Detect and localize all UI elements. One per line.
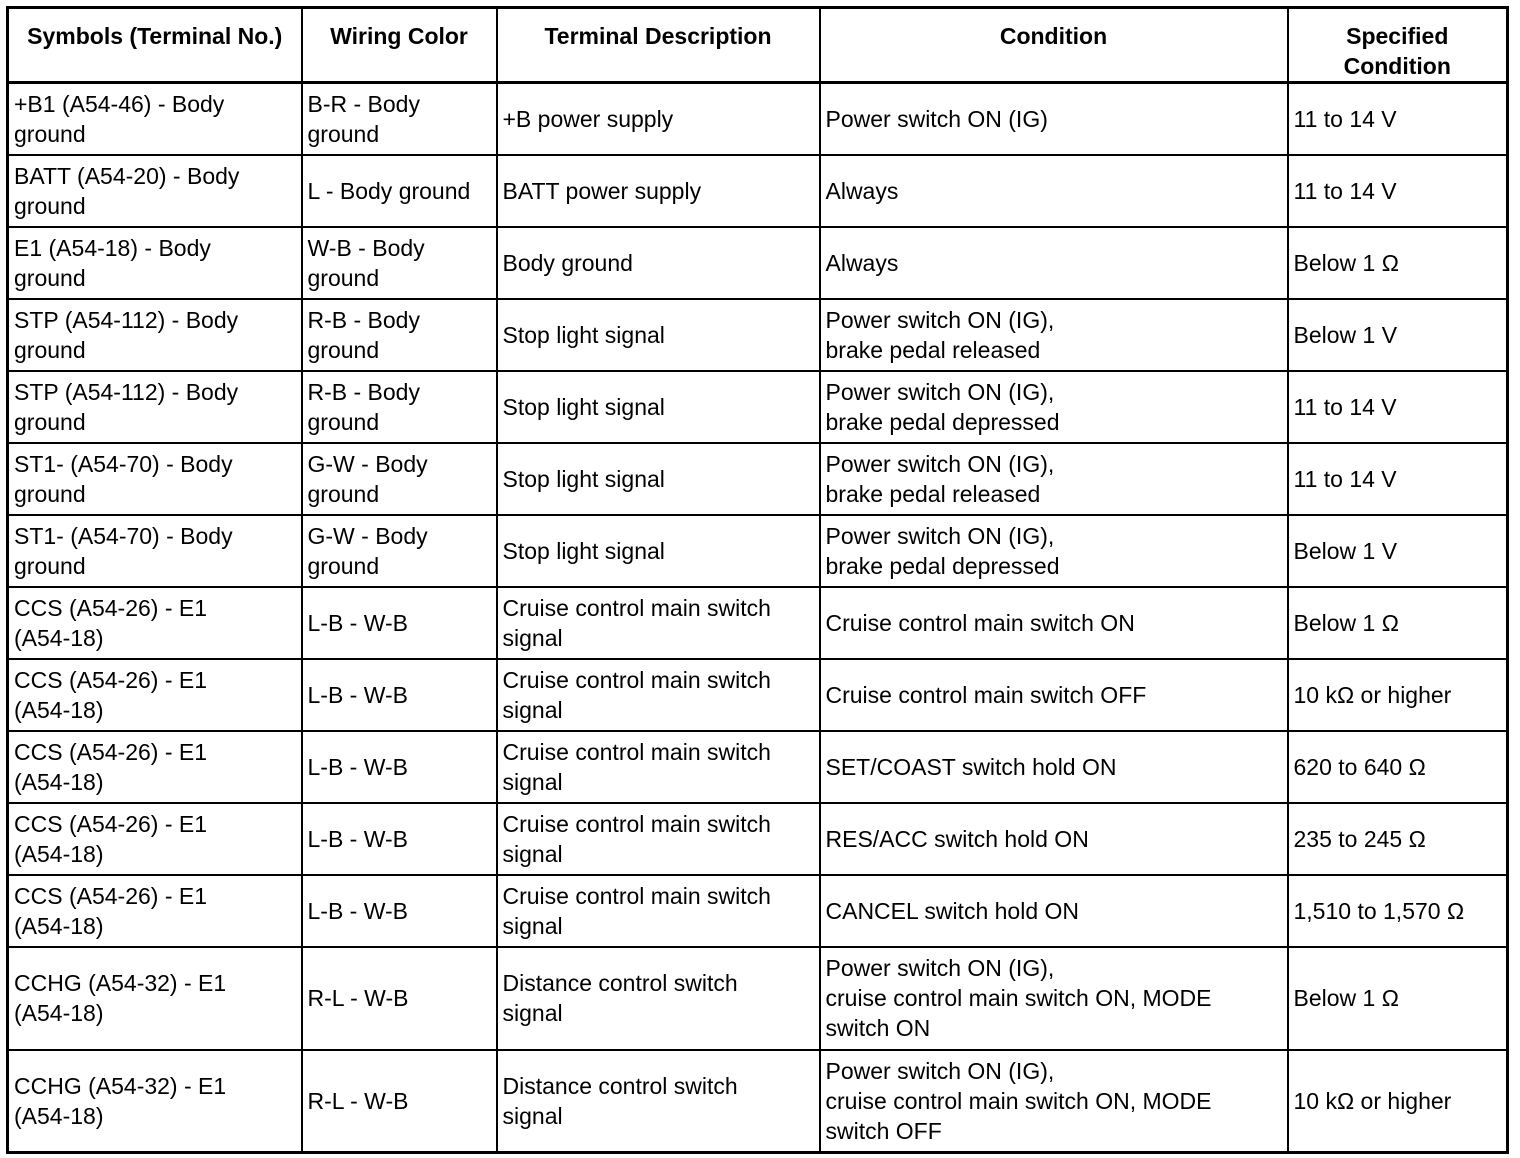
specified-condition-cell: 10 kΩ or higher <box>1288 1050 1508 1153</box>
terminal-description-cell: Distance control switch signal <box>497 947 820 1050</box>
wiring-color-cell: B-R - Body ground <box>302 83 497 155</box>
specified-condition-cell: Below 1 Ω <box>1288 947 1508 1050</box>
table-row <box>8 731 1508 803</box>
specified-condition-cell: 620 to 640 Ω <box>1288 731 1508 803</box>
condition-cell: Cruise control main switch ON <box>820 587 1288 659</box>
condition-cell: CANCEL switch hold ON <box>820 875 1288 947</box>
table-row <box>8 1050 1508 1153</box>
specified-condition-cell: Below 1 Ω <box>1288 587 1508 659</box>
table-header <box>8 8 1508 83</box>
wiring-color-cell: L-B - W-B <box>302 659 497 731</box>
symbol-cell: BATT (A54-20) - Body ground <box>8 155 302 227</box>
terminal-description-cell: Cruise control main switch signal <box>497 587 820 659</box>
wiring-color-cell: L-B - W-B <box>302 587 497 659</box>
specified-condition-cell: 11 to 14 V <box>1288 443 1508 515</box>
condition-cell: RES/ACC switch hold ON <box>820 803 1288 875</box>
header-condition: Condition <box>820 8 1288 83</box>
condition-cell: Power switch ON (IG), cruise control main switch ON, MODE switch OFF <box>820 1050 1288 1153</box>
table-row <box>8 875 1508 947</box>
terminal-description-cell: Cruise control main switch signal <box>497 659 820 731</box>
wiring-color-cell: L-B - W-B <box>302 731 497 803</box>
wiring-color-cell: G-W - Body ground <box>302 443 497 515</box>
symbol-cell: CCS (A54-26) - E1 (A54-18) <box>8 659 302 731</box>
header-terminal-description: Terminal Description <box>497 8 820 83</box>
specified-condition-cell: 11 to 14 V <box>1288 83 1508 155</box>
symbol-cell: CCS (A54-26) - E1 (A54-18) <box>8 803 302 875</box>
terminal-specification-table <box>6 6 1509 1154</box>
terminal-description-cell: Distance control switch signal <box>497 1050 820 1153</box>
terminal-description-cell: Stop light signal <box>497 299 820 371</box>
specified-condition-cell: Below 1 Ω <box>1288 227 1508 299</box>
condition-cell: Power switch ON (IG) <box>820 83 1288 155</box>
table-row <box>8 947 1508 1050</box>
symbol-cell: CCHG (A54-32) - E1 (A54-18) <box>8 947 302 1050</box>
symbol-cell: STP (A54-112) - Body ground <box>8 299 302 371</box>
table-row <box>8 299 1508 371</box>
wiring-color-cell: R-L - W-B <box>302 1050 497 1153</box>
header-symbols: Symbols (Terminal No.) <box>8 8 302 83</box>
specified-condition-cell: 11 to 14 V <box>1288 371 1508 443</box>
terminal-description-cell: Body ground <box>497 227 820 299</box>
condition-cell: Power switch ON (IG), brake pedal depressed <box>820 515 1288 587</box>
specified-condition-cell: 235 to 245 Ω <box>1288 803 1508 875</box>
wiring-color-cell: G-W - Body ground <box>302 515 497 587</box>
table-body <box>8 83 1508 1153</box>
specified-condition-cell: 10 kΩ or higher <box>1288 659 1508 731</box>
symbol-cell: +B1 (A54-46) - Body ground <box>8 83 302 155</box>
condition-cell: Power switch ON (IG), brake pedal released <box>820 299 1288 371</box>
symbol-cell: CCS (A54-26) - E1 (A54-18) <box>8 587 302 659</box>
table-row <box>8 155 1508 227</box>
terminal-description-cell: Cruise control main switch signal <box>497 731 820 803</box>
specified-condition-cell: 11 to 14 V <box>1288 155 1508 227</box>
specified-condition-cell: 1,510 to 1,570 Ω <box>1288 875 1508 947</box>
table-row <box>8 83 1508 155</box>
wiring-color-cell: L-B - W-B <box>302 803 497 875</box>
table-row <box>8 371 1508 443</box>
condition-cell: Power switch ON (IG), brake pedal depressed <box>820 371 1288 443</box>
wiring-color-cell: W-B - Body ground <box>302 227 497 299</box>
header-row <box>8 8 1508 83</box>
condition-cell: Power switch ON (IG), cruise control main switch ON, MODE switch ON <box>820 947 1288 1050</box>
condition-cell: SET/COAST switch hold ON <box>820 731 1288 803</box>
terminal-description-cell: Stop light signal <box>497 443 820 515</box>
specified-condition-cell: Below 1 V <box>1288 299 1508 371</box>
wiring-color-cell: R-B - Body ground <box>302 371 497 443</box>
terminal-description-cell: Cruise control main switch signal <box>497 875 820 947</box>
table-row <box>8 803 1508 875</box>
terminal-description-cell: +B power supply <box>497 83 820 155</box>
header-specified-condition: Specified Condition <box>1288 8 1508 83</box>
condition-cell: Power switch ON (IG), brake pedal released <box>820 443 1288 515</box>
table-row <box>8 515 1508 587</box>
condition-cell: Always <box>820 155 1288 227</box>
table-row <box>8 227 1508 299</box>
terminal-description-cell: Cruise control main switch signal <box>497 803 820 875</box>
table-row <box>8 443 1508 515</box>
wiring-color-cell: R-B - Body ground <box>302 299 497 371</box>
symbol-cell: STP (A54-112) - Body ground <box>8 371 302 443</box>
wiring-color-cell: L-B - W-B <box>302 875 497 947</box>
wiring-color-cell: R-L - W-B <box>302 947 497 1050</box>
condition-cell: Always <box>820 227 1288 299</box>
terminal-description-cell: Stop light signal <box>497 371 820 443</box>
table-row <box>8 587 1508 659</box>
terminal-description-cell: BATT power supply <box>497 155 820 227</box>
wiring-color-cell: L - Body ground <box>302 155 497 227</box>
symbol-cell: E1 (A54-18) - Body ground <box>8 227 302 299</box>
table-row <box>8 659 1508 731</box>
symbol-cell: CCHG (A54-32) - E1 (A54-18) <box>8 1050 302 1153</box>
symbol-cell: ST1- (A54-70) - Body ground <box>8 515 302 587</box>
header-wiring-color: Wiring Color <box>302 8 497 83</box>
symbol-cell: ST1- (A54-70) - Body ground <box>8 443 302 515</box>
symbol-cell: CCS (A54-26) - E1 (A54-18) <box>8 875 302 947</box>
symbol-cell: CCS (A54-26) - E1 (A54-18) <box>8 731 302 803</box>
condition-cell: Cruise control main switch OFF <box>820 659 1288 731</box>
specified-condition-cell: Below 1 V <box>1288 515 1508 587</box>
terminal-description-cell: Stop light signal <box>497 515 820 587</box>
